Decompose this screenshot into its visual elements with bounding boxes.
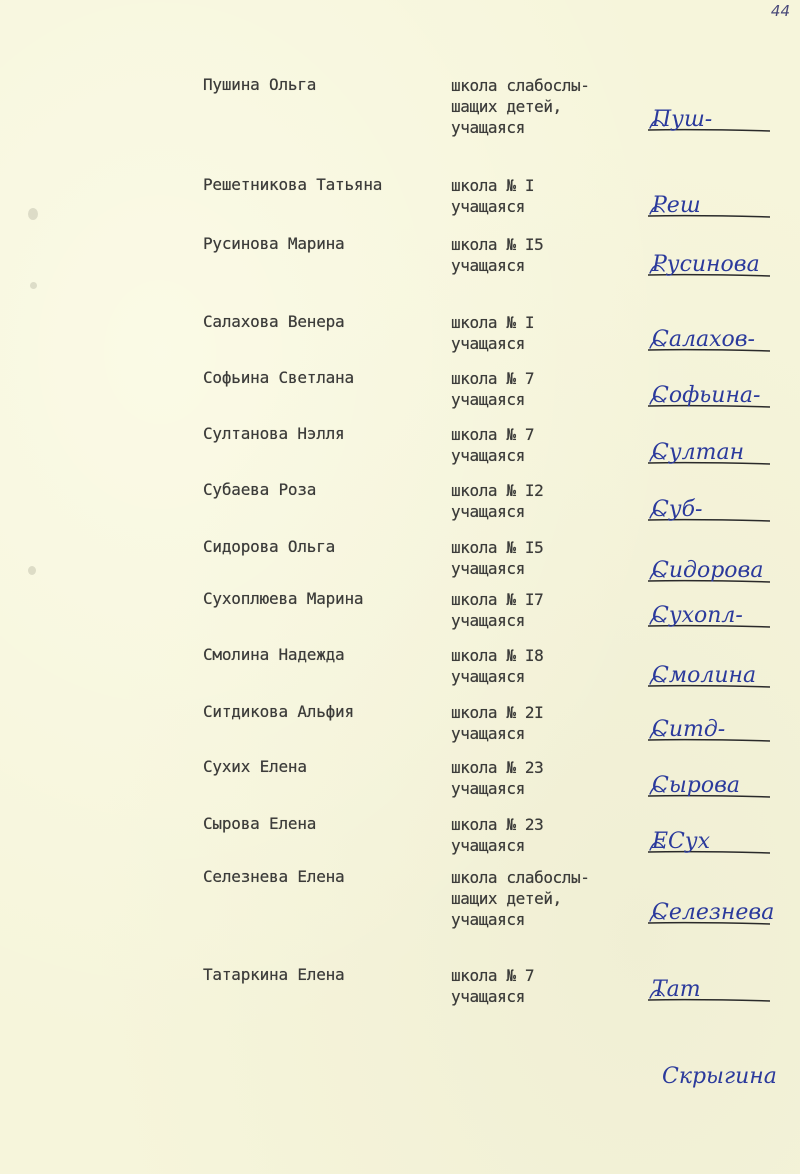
signature-text: ЕСух	[652, 829, 711, 854]
signature-text: Софьина-	[652, 383, 761, 408]
handwritten-signature	[640, 590, 780, 650]
person-name: Пушина Ольга	[203, 75, 317, 94]
person-name: Сухих Елена	[203, 757, 307, 776]
person-name: Султанова Нэлля	[203, 424, 345, 443]
person-school: школа № I учащаяся	[451, 176, 535, 216]
person-school: школа № 7 учащаяся	[451, 425, 535, 465]
person-name: Смолина Надежда	[203, 645, 345, 664]
person-name: Софьина Светлана	[203, 368, 354, 387]
extra-signature	[660, 1055, 780, 1095]
signature-text: Султан	[652, 440, 745, 465]
person-name: Сидорова Ольга	[203, 537, 336, 556]
handwritten-signature	[640, 180, 780, 240]
signature-text: Смолина	[652, 663, 757, 688]
signature-text: Селезнева	[652, 900, 775, 925]
handwritten-signature	[640, 238, 780, 298]
person-name: Ситдикова Альфия	[203, 702, 354, 721]
handwritten-signature	[640, 478, 780, 538]
person-school: школа № I8 учащаяся	[451, 646, 544, 686]
person-school: школа № 2I учащаяся	[451, 703, 544, 743]
person-name: Салахова Венера	[203, 312, 345, 331]
person-school: школа № I5 учащаяся	[451, 235, 544, 275]
person-school: школа № 23 учащаяся	[451, 758, 544, 798]
person-name: Решетникова Татьяна	[203, 175, 383, 194]
handwritten-signature	[640, 960, 780, 1020]
signature-text: Сырова	[652, 773, 740, 798]
handwritten-signature	[640, 88, 780, 148]
signature-text: Ситд-	[652, 717, 726, 742]
person-school: школа слабослы- шащих детей, учащаяся	[451, 76, 590, 137]
person-name: Сырова Елена	[203, 814, 317, 833]
person-school: школа слабослы- шащих детей, учащаяся	[451, 868, 590, 929]
person-name: Русинова Марина	[203, 234, 345, 253]
signature-text: Сидорова	[652, 558, 764, 583]
handwritten-signature	[640, 366, 780, 426]
person-name: Сухоплюева Марина	[203, 589, 364, 608]
person-name: Селезнева Елена	[203, 867, 345, 886]
person-name: Субаева Роза	[203, 480, 317, 499]
handwritten-signature	[640, 895, 780, 955]
person-school: школа № I5 учащаяся	[451, 538, 544, 578]
signature-text: Реш	[652, 193, 701, 218]
extra-signature-text: Скрыгина	[662, 1064, 777, 1089]
handwritten-signature	[640, 808, 780, 868]
punch-hole-mark	[28, 208, 38, 220]
person-school: школа № 7 учащаяся	[451, 369, 535, 409]
person-name: Татаркина Елена	[203, 965, 345, 984]
punch-hole-mark	[30, 282, 37, 289]
handwritten-signature	[640, 700, 780, 760]
handwritten-signature	[640, 418, 780, 478]
signature-text: Суб-	[652, 497, 703, 522]
person-school: школа № I учащаяся	[451, 313, 535, 353]
person-school: школа № I7 учащаяся	[451, 590, 544, 630]
handwritten-signature	[640, 648, 780, 708]
person-school: школа № 7 учащаяся	[451, 966, 535, 1006]
person-school: школа № I2 учащаяся	[451, 481, 544, 521]
punch-hole-mark	[28, 566, 36, 575]
signature-text: Тат	[652, 977, 701, 1002]
signature-text: Русинова	[652, 252, 760, 277]
signature-text: Сухопл-	[652, 603, 743, 628]
page-number: 44	[770, 2, 790, 20]
signature-text: Салахов-	[652, 327, 755, 352]
signature-text: Пуш-	[652, 107, 713, 132]
person-school: школа № 23 учащаяся	[451, 815, 544, 855]
